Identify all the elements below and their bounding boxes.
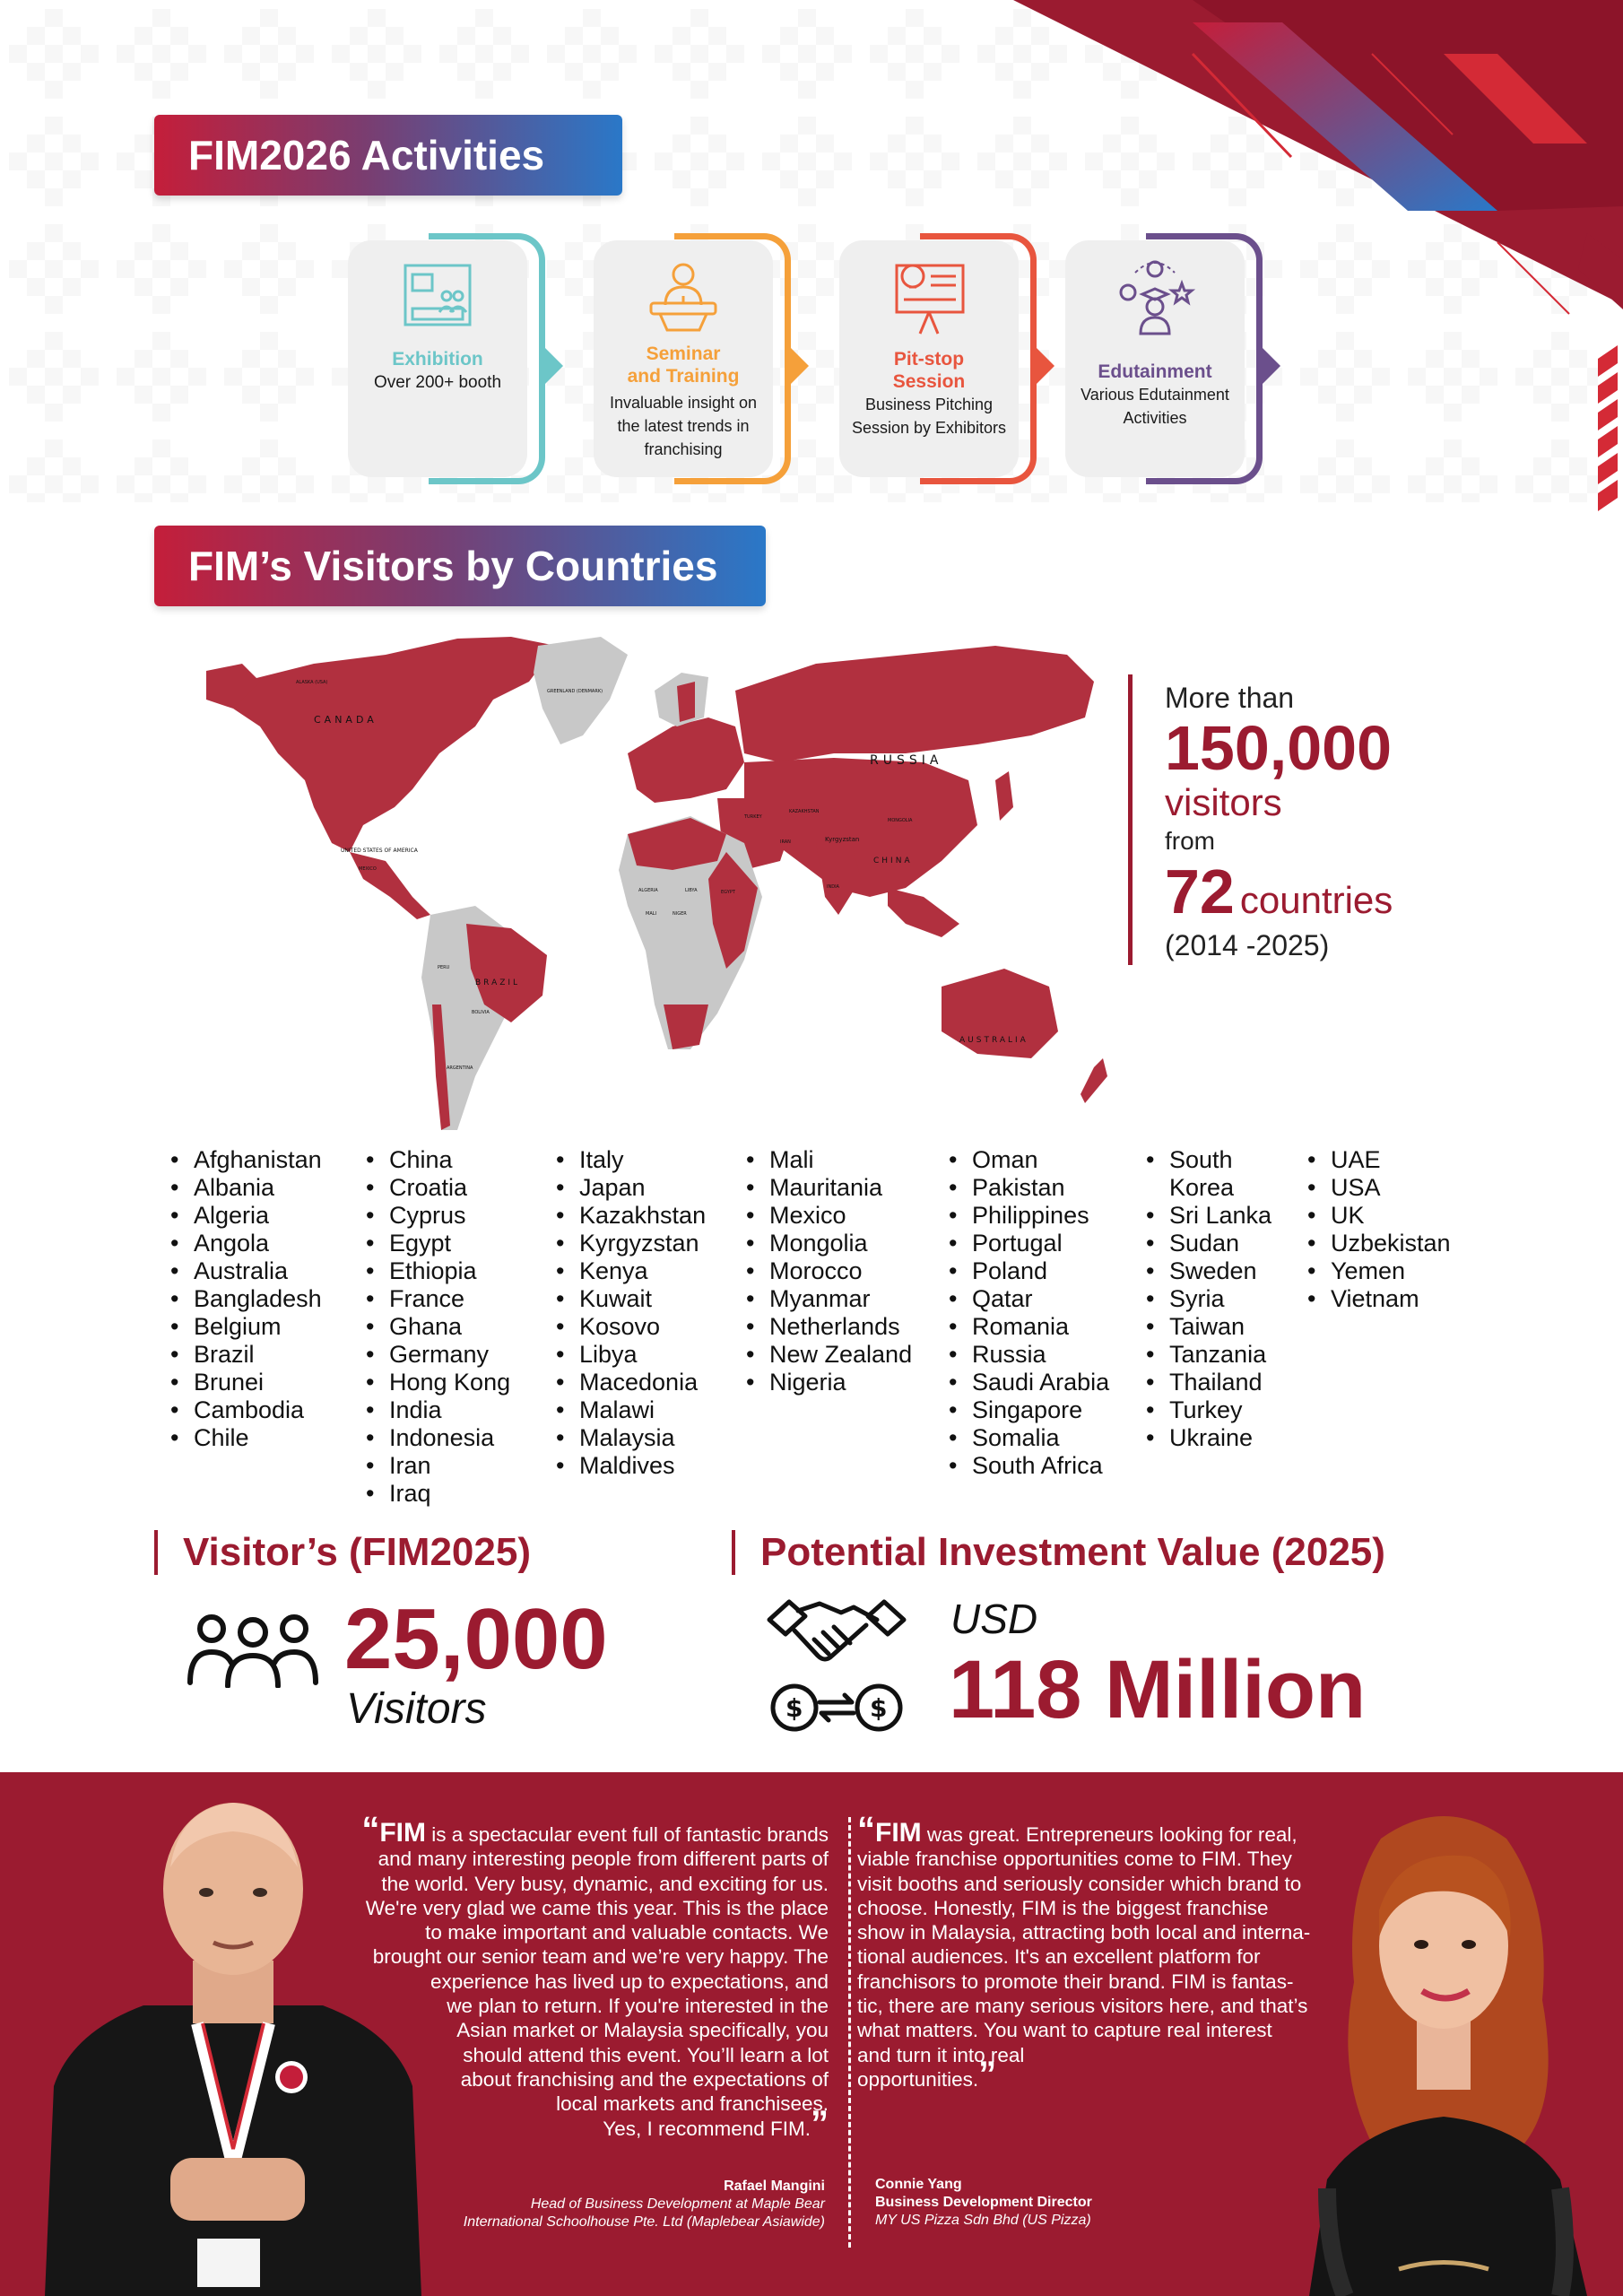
country-item: • Nigeria: [744, 1369, 912, 1396]
investment-currency: USD: [950, 1596, 1038, 1642]
card-arrow: [789, 346, 809, 386]
country-item: • Turkey: [1144, 1396, 1271, 1424]
country-item: • Ukraine: [1144, 1424, 1271, 1452]
activity-card-pitstop: [839, 233, 1046, 484]
map-label-iran: IRAN: [780, 839, 791, 845]
investment-heading: Potential Investment Value (2025): [732, 1530, 1385, 1575]
activity-card-exhibition: [348, 233, 554, 484]
country-item: • Kenya: [554, 1257, 706, 1285]
stat-countries-word: countries: [1239, 879, 1393, 921]
quote-line: Asian market or Malaysia specifically, you: [456, 2019, 829, 2042]
quote-line: about franchising and the expectations of: [460, 2067, 829, 2091]
country-item: • Kyrgyzstan: [554, 1230, 706, 1257]
country-item: • China: [364, 1146, 510, 1174]
country-item: • Algeria: [169, 1202, 322, 1230]
card-desc-line2: Session by Exhibitors: [851, 419, 1007, 437]
country-list-column-2: [364, 1146, 510, 1508]
country-item: • Uzbekistan: [1306, 1230, 1451, 1257]
country-item: • Egypt: [364, 1230, 510, 1257]
card-title-line2: Session: [892, 371, 966, 392]
quote-line: the world. Very busy, dynamic, and exciting for us.: [381, 1872, 829, 1895]
country-item: • Malawi: [554, 1396, 706, 1424]
country-item: • Iran: [364, 1452, 510, 1480]
map-label-argentina: ARGENTINA: [447, 1065, 473, 1071]
map-label-brazil: BRAZIL: [475, 978, 521, 987]
pitch-board-icon: [884, 253, 974, 343]
testimonial-role-line2: MY US Pizza Sdn Bhd (US Pizza): [875, 2213, 1091, 2228]
quote-line: tic, there are many serious visitors here, and that’s: [857, 1995, 1308, 2018]
quote-line: we plan to return. If you're interested in the: [447, 1995, 829, 2018]
quote-line: local markets and franchisees.: [556, 2092, 829, 2116]
open-quote-mark: “: [857, 1810, 875, 1849]
country-item: • Brazil: [169, 1341, 322, 1369]
testimonial-name: Connie Yang: [875, 2177, 962, 2192]
testimonial-attribution-right: [875, 2176, 1234, 2230]
country-item: • Maldives: [554, 1452, 706, 1480]
world-map: [206, 628, 1121, 1139]
map-label-turkey: TURKEY: [744, 814, 762, 820]
country-item: • Saudi Arabia: [947, 1369, 1109, 1396]
visitors-by-countries-heading: FIM’s Visitors by Countries: [154, 526, 766, 606]
country-item: • Ghana: [364, 1313, 510, 1341]
card-title-line2: and Training: [627, 366, 740, 387]
country-item: • Sri Lanka: [1144, 1202, 1271, 1230]
map-label-india: INDIA: [827, 884, 839, 890]
svg-text:$: $: [785, 1693, 803, 1723]
svg-text:$: $: [870, 1693, 888, 1723]
country-item: • Qatar: [947, 1285, 1109, 1313]
country-item: • Mexico: [744, 1202, 912, 1230]
quote-line: should attend this event. You’ll learn a lot: [463, 2043, 829, 2066]
map-label-mongolia: MONGOLIA: [888, 818, 913, 823]
quote-line: was great. Entrepreneurs looking for real,: [921, 1823, 1298, 1846]
quote-line: experience has lived up to expectations, and: [430, 1970, 829, 1993]
country-item: • Yemen: [1306, 1257, 1451, 1285]
country-item: • France: [364, 1285, 510, 1313]
country-item: • South: [1144, 1146, 1271, 1174]
country-item: • UK: [1306, 1202, 1451, 1230]
graduate-ideas-icon: [1110, 253, 1200, 343]
testimonial-role-line1: Head of Business Development at Maple Bear: [530, 2196, 825, 2212]
country-item: • Vietnam: [1306, 1285, 1451, 1313]
testimonial-name: Rafael Mangini: [724, 2179, 825, 2194]
country-item: • Netherlands: [744, 1313, 912, 1341]
stat-visitors-count: 150,000: [1165, 713, 1393, 783]
map-region-australia: [942, 969, 1058, 1058]
card-arrow: [543, 346, 563, 386]
country-item: • Australia: [169, 1257, 322, 1285]
country-item: • Croatia: [364, 1174, 510, 1202]
testimonial-quote-right: [857, 1810, 1376, 2094]
activity-card-edutainment: [1065, 233, 1271, 484]
country-item: • Angola: [169, 1230, 322, 1257]
card-body: [1065, 240, 1245, 477]
country-item: • Hong Kong: [364, 1369, 510, 1396]
country-list-column-4: [744, 1146, 912, 1396]
map-label-mexico: MEXICO: [359, 866, 377, 872]
map-label-peru: PERU: [438, 965, 450, 970]
map-label-canada: CANADA: [314, 714, 378, 726]
country-item: • Sudan: [1144, 1230, 1271, 1257]
country-item: • Poland: [947, 1257, 1109, 1285]
map-region-new-zealand: [1081, 1058, 1107, 1103]
country-item: • Philippines: [947, 1202, 1109, 1230]
card-body: [839, 240, 1019, 477]
country-item: • Mali: [744, 1146, 912, 1174]
card-desc-line1: Various Edutainment: [1081, 386, 1229, 404]
card-title: Exhibition: [392, 349, 483, 370]
quote-line: to make important and valuable contacts. We: [425, 1921, 829, 1944]
map-label-kazakhstan: KAZAKHSTAN: [789, 809, 820, 814]
country-item: • Chile: [169, 1424, 322, 1452]
country-item: • Kosovo: [554, 1313, 706, 1341]
country-item: • Portugal: [947, 1230, 1109, 1257]
testimonial-attribution-left: [359, 2178, 825, 2231]
quote-line: brought our senior team and we’re very happy. The: [372, 1945, 829, 1969]
card-title: Edutainment: [1098, 361, 1212, 382]
country-list-column-3: [554, 1146, 706, 1480]
country-list-column-1: [169, 1146, 322, 1452]
map-region-north-america: [233, 637, 556, 852]
testimonial-role-line1: Business Development Director: [875, 2195, 1092, 2210]
card-title-line1: Seminar: [646, 344, 721, 364]
country-item: • Libya: [554, 1341, 706, 1369]
map-label-usa: UNITED STATES OF AMERICA: [341, 848, 418, 854]
country-item: • Sweden: [1144, 1257, 1271, 1285]
country-item: • UAE: [1306, 1146, 1451, 1174]
country-item: • Oman: [947, 1146, 1109, 1174]
card-desc-line2: the latest trends in: [617, 417, 750, 435]
country-item: • Brunei: [169, 1369, 322, 1396]
country-list-column-5: [947, 1146, 1109, 1480]
stat-from: from: [1165, 827, 1215, 855]
country-item: • Japan: [554, 1174, 706, 1202]
activities-heading: FIM2026 Activities: [154, 115, 622, 196]
quote-line: We're very glad we came this year. This is the place: [365, 1896, 829, 1919]
close-quote-mark: ”: [811, 2103, 829, 2144]
map-label-libya: LIBYA: [685, 888, 698, 893]
map-label-algeria: ALGERIA: [638, 888, 658, 893]
country-item: • Kazakhstan: [554, 1202, 706, 1230]
stat-more-than: More than: [1165, 682, 1295, 714]
stat-visitors-word: visitors: [1165, 781, 1282, 823]
testimonial-divider: [848, 1817, 851, 2248]
country-item: • India: [364, 1396, 510, 1424]
country-item: • New Zealand: [744, 1341, 912, 1369]
card-desc-line1: Business Pitching: [864, 396, 994, 413]
map-region-southeast-asia: [888, 888, 959, 937]
country-item: • Cyprus: [364, 1202, 510, 1230]
country-item: • Singapore: [947, 1396, 1109, 1424]
quote-line: franchisors to promote their brand. FIM is fantas-: [857, 1970, 1294, 1993]
country-item: • Morocco: [744, 1257, 912, 1285]
quote-line: and turn it into real: [857, 2043, 1025, 2066]
country-item: • Syria: [1144, 1285, 1271, 1313]
map-label-mali: MALI: [646, 911, 656, 917]
visitors-2025-number: 25,000: [344, 1591, 608, 1687]
country-item: • Albania: [169, 1174, 322, 1202]
investment-value: 118 Million: [949, 1644, 1367, 1735]
quote-line: is a spectacular event full of fantastic brands: [426, 1823, 829, 1846]
stat-countries-count: 72: [1165, 857, 1235, 926]
quote-line: viable franchise opportunities come to FIM. They: [857, 1848, 1292, 1871]
quote-line: and many interesting people from different parts of: [378, 1848, 829, 1871]
close-quote-mark: ”: [978, 2054, 997, 2094]
map-label-russia: RUSSIA: [870, 753, 943, 768]
card-body: [594, 240, 773, 477]
quote-line: Yes, I recommend FIM.: [603, 2117, 811, 2140]
map-label-greenland: GREENLAND (DENMARK): [547, 689, 603, 694]
visitor-stats-box: [1128, 674, 1505, 965]
card-title-line1: Pit-stop: [893, 349, 965, 370]
map-region-north-africa: [628, 818, 726, 870]
country-item: • Tanzania: [1144, 1341, 1271, 1369]
stat-period: (2014 -2025): [1165, 929, 1330, 961]
country-item: • Ethiopia: [364, 1257, 510, 1285]
country-item: • Macedonia: [554, 1369, 706, 1396]
quote-line: what matters. You want to capture real interest: [857, 2019, 1272, 2042]
visitors-2025-label: Visitors: [346, 1685, 487, 1733]
country-item: • Thailand: [1144, 1369, 1271, 1396]
map-label-alaska: ALASKA (USA): [296, 680, 328, 685]
booth-icon: [393, 253, 482, 343]
presenter-icon: [638, 253, 728, 343]
map-label-china: CHINA: [873, 857, 913, 865]
country-item: • Malaysia: [554, 1424, 706, 1452]
quote-line: tional audiences. It's an excellent platform for: [857, 1945, 1261, 1969]
map-region-sweden: [677, 682, 695, 722]
card-arrow: [1035, 346, 1055, 386]
quote-lead: FIM: [379, 1818, 426, 1848]
country-item: • Germany: [364, 1341, 510, 1369]
country-item: • Belgium: [169, 1313, 322, 1341]
country-item: • Myanmar: [744, 1285, 912, 1313]
open-quote-mark: “: [361, 1810, 380, 1849]
card-body: [348, 240, 527, 477]
map-label-kyrgyzstan: Kyrgyzstan: [825, 836, 860, 843]
card-desc-line1: Invaluable insight on: [609, 394, 758, 412]
country-item: Korea: [1169, 1174, 1235, 1201]
country-list-column-6: [1144, 1146, 1271, 1452]
card-desc: Over 200+ booth: [373, 373, 502, 392]
quote-line: show in Malaysia, attracting both local and interna-: [857, 1921, 1311, 1944]
quote-lead: FIM: [875, 1818, 922, 1848]
country-item: • Taiwan: [1144, 1313, 1271, 1341]
country-list-column-7: [1306, 1146, 1451, 1313]
card-arrow: [1261, 346, 1280, 386]
country-item: • Bangladesh: [169, 1285, 322, 1313]
map-label-niger: NIGER: [673, 911, 687, 917]
country-item: • Iraq: [364, 1480, 510, 1508]
quote-line: opportunities.: [857, 2067, 979, 2091]
map-label-australia: AUSTRALIA: [959, 1036, 1028, 1045]
people-group-icon: [185, 1611, 321, 1688]
map-region-india: [816, 843, 861, 915]
country-item: • Kuwait: [554, 1285, 706, 1313]
card-desc-line3: franchising: [644, 440, 723, 458]
quote-line: choose. Honestly, FIM is the biggest franchise: [857, 1896, 1269, 1919]
country-item: • Romania: [947, 1313, 1109, 1341]
visitors-2025-heading: Visitor’s (FIM2025): [154, 1530, 531, 1575]
stat-countries-row: [1165, 857, 1505, 926]
country-item: • Somalia: [947, 1424, 1109, 1452]
map-region-japan: [995, 771, 1013, 821]
country-item: • Cambodia: [169, 1396, 322, 1424]
country-item: • Indonesia: [364, 1424, 510, 1452]
map-region-central-america: [350, 852, 430, 919]
country-item: • Italy: [554, 1146, 706, 1174]
testimonial-quote-left: [330, 1810, 829, 2144]
card-desc-line2: Activities: [1123, 409, 1187, 427]
country-item: • Mauritania: [744, 1174, 912, 1202]
country-item: • Afghanistan: [169, 1146, 322, 1174]
map-region-russia: [735, 646, 1094, 762]
testimonial-role-line2: International Schoolhouse Pte. Ltd (Maplebear Asiawide): [463, 2214, 825, 2230]
quote-line: visit booths and seriously consider which brand to: [857, 1872, 1302, 1895]
country-item: • USA: [1306, 1174, 1451, 1202]
country-item: • Pakistan: [947, 1174, 1109, 1202]
map-region-europe: [628, 718, 744, 803]
country-item: • South Africa: [947, 1452, 1109, 1480]
activity-card-seminar: [594, 233, 800, 484]
map-label-egypt: EGYPT: [721, 890, 735, 895]
handshake-money-icon: [766, 1593, 907, 1736]
country-item: • Russia: [947, 1341, 1109, 1369]
map-label-bolivia: BOLIVIA: [472, 1010, 490, 1015]
country-item: • Mongolia: [744, 1230, 912, 1257]
